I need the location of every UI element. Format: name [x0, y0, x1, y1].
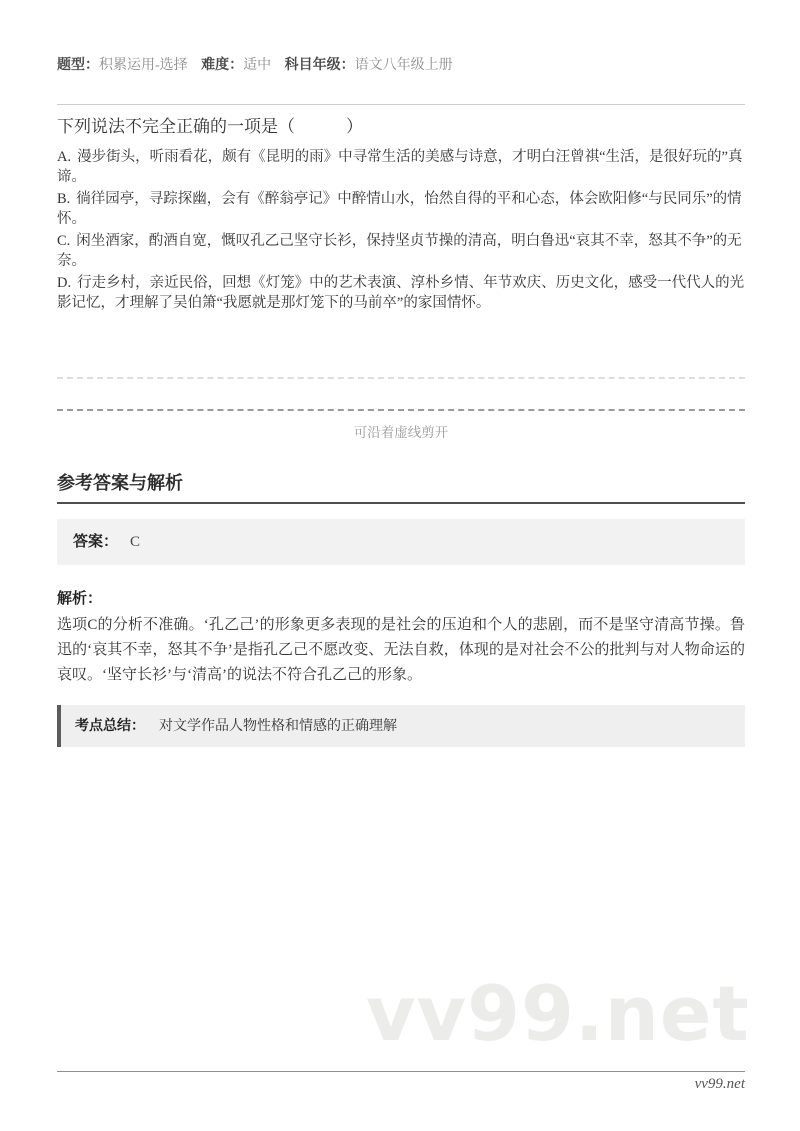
page-content [57, 0, 745, 747]
meta-type [57, 58, 188, 73]
meta-type-value: 积累运用-选择 [99, 58, 188, 73]
analysis-text: 选项C的分析不准确。‘孔乙己’的形象更多表现的是社会的压迫和个人的悲剧，而不是坚守清高节操。鲁迅的‘哀其不幸，怒其不争’是指孔乙己不愿改变、无法自救，体现的是对社会不公的批判与对人物命运的哀叹。‘坚守长衫’与‘清高’的说法不符合孔乙己的形象。 [57, 617, 745, 683]
cut-dashed-line-upper [57, 377, 745, 379]
answer-box [57, 519, 745, 565]
meta-difficulty-label: 难度： [201, 56, 244, 72]
meta-subject-value: 语文八年级上册 [354, 58, 453, 73]
option-a-label: A. [57, 149, 72, 165]
meta-difficulty [201, 58, 271, 73]
keypoint-summary-box [57, 705, 745, 747]
cut-dashed-line-lower [57, 409, 745, 411]
option-b [57, 189, 745, 229]
page-footer [57, 1071, 745, 1093]
option-c-text: 闲坐酒家，酌酒自宽，慨叹孔乙己坚守长衫，保持坚贞节操的清高，明白鲁迅“哀其不幸，怒其不争”的无奈。 [57, 233, 742, 269]
option-c [57, 231, 745, 271]
cut-hint-text: 可沿着虚线剪开 [353, 425, 449, 440]
answer-section-rule [57, 502, 745, 504]
answer-label: 答案： [73, 533, 119, 550]
question-meta [57, 0, 745, 76]
answer-section-heading: 参考答案与解析 [57, 473, 183, 493]
meta-type-label: 题型： [57, 56, 99, 72]
footer-site-name: vv99.net [694, 1076, 745, 1092]
options-list [57, 147, 745, 313]
meta-difficulty-value: 适中 [243, 58, 272, 73]
header-divider [57, 104, 745, 105]
analysis-label: 解析： [57, 590, 103, 607]
meta-subject-label: 科目年级： [284, 56, 355, 72]
question-stem: 下列说法不完全正确的一项是（ ） [57, 117, 363, 136]
option-c-label: C. [57, 233, 71, 249]
keypoint-label: 考点总结： [75, 717, 145, 733]
site-watermark: vv99.net [366, 969, 750, 1058]
footer-divider [57, 1071, 745, 1072]
option-a [57, 147, 745, 187]
option-d-label: D. [57, 275, 72, 291]
option-b-label: B. [57, 191, 71, 207]
answer-value: C [130, 534, 141, 550]
meta-subject [285, 58, 453, 73]
option-a-text: 漫步街头，听雨看花，颇有《昆明的雨》中寻常生活的美感与诗意，才明白汪曾祺“生活，是很好玩的”真谛。 [57, 149, 743, 185]
keypoint-value: 对文学作品人物性格和情感的正确理解 [159, 719, 397, 734]
option-d-text: 行走乡村，亲近民俗，回想《灯笼》中的艺术表演、淳朴乡情、年节欢庆、历史文化，感受一代代人的光影记忆，才理解了吴伯箫“我愿就是那灯笼下的马前卒”的家国情怀。 [57, 275, 745, 311]
option-d [57, 273, 745, 313]
option-b-text: 徜徉园亭，寻踪探幽，会有《醉翁亭记》中醉情山水，怡然自得的平和心态，体会欧阳修“与民同乐”的情怀。 [57, 191, 742, 227]
